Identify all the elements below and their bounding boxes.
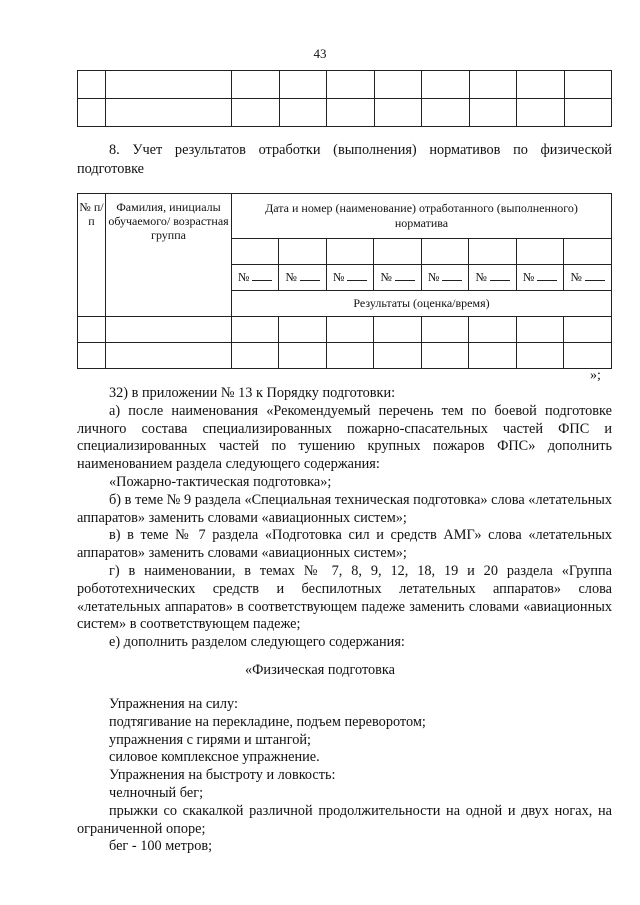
list-item: упражнения с гирями и штангой; — [109, 731, 311, 748]
table-row — [78, 343, 612, 369]
list-item: прыжки со скакалкой различной продолжительности на одной и двух ногах, на ограниченной опоре; — [77, 802, 612, 837]
list-item: силовое комплексное упражнение. — [109, 749, 320, 766]
list-item: подтягивание на перекладине, подъем переворотом; — [109, 713, 426, 730]
norm-number-label: № — [570, 270, 582, 284]
paragraph: г) в наименовании, в темах № 7, 8, 9, 12, 18, 19 и 20 раздела «Группа робототехнических средств и беспилотных летательных аппаратов» слова «летательных аппаратов» в соответствующем падеже заменить словами «авиационных систем» в соответствующем падеже; — [77, 562, 612, 633]
norm-number-label: № — [332, 270, 345, 284]
list-item: бег - 100 метров; — [109, 838, 213, 855]
table-row — [78, 99, 612, 127]
results-label: Результаты (оценка/время) — [232, 291, 612, 317]
paragraph: в) в теме № 7 раздела «Подготовка сил и средств АМГ» слова «летательных аппаратов» заменить словами «авиационных систем»; — [77, 527, 612, 562]
amendments-text — [77, 385, 612, 652]
paragraph: а) после наименования «Рекомендуемый перечень тем по боевой подготовке личного состава специализированных пожарно-спасательных частей ФПС и специализированных частей по тушению крупных пожаров ФПС» дополнить наименованием раздела следующего содержания: — [77, 402, 612, 473]
norm-number-label: № — [522, 270, 535, 284]
norm-number-label: № — [427, 270, 440, 284]
list-item: челночный бег; — [109, 784, 204, 801]
col-name-header: Фамилия, инициалы обучаемого/ возрастная группа — [106, 194, 232, 317]
paragraph: «Пожарно-тактическая подготовка»; — [109, 473, 332, 490]
paragraph: б) в теме № 9 раздела «Специальная техническая подготовка» слова «летательных аппаратов» заменить словами «авиационных систем»; — [77, 491, 612, 526]
table-row — [78, 317, 612, 343]
norm-number-label: № — [238, 270, 250, 284]
section-8-title: 8. Учет результатов отработки (выполнения) нормативов по физической подготовке — [77, 142, 612, 177]
list-item: Упражнения на силу: — [109, 696, 238, 712]
list-item: Упражнения на быстроту и ловкость: — [109, 767, 336, 784]
table-row — [78, 71, 612, 99]
norm-number-label: № — [475, 270, 487, 284]
col-number-header: № п/п — [78, 194, 106, 317]
exercise-list — [77, 696, 612, 856]
norm-number-label: № — [380, 270, 392, 284]
norm-number-label: № — [285, 270, 297, 284]
results-table — [77, 193, 612, 369]
closing-quote: »; — [590, 368, 601, 383]
page-number: 43 — [313, 46, 327, 61]
section-heading: «Физическая подготовка — [244, 662, 396, 678]
paragraph: е) дополнить разделом следующего содержания: — [109, 634, 405, 651]
paragraph: 32) в приложении № 13 к Порядку подготовки: — [109, 385, 396, 401]
table-continuation — [77, 70, 612, 127]
col-norm-header: Дата и номер (наименование) отработанного (выполненного) норматива — [232, 194, 612, 239]
